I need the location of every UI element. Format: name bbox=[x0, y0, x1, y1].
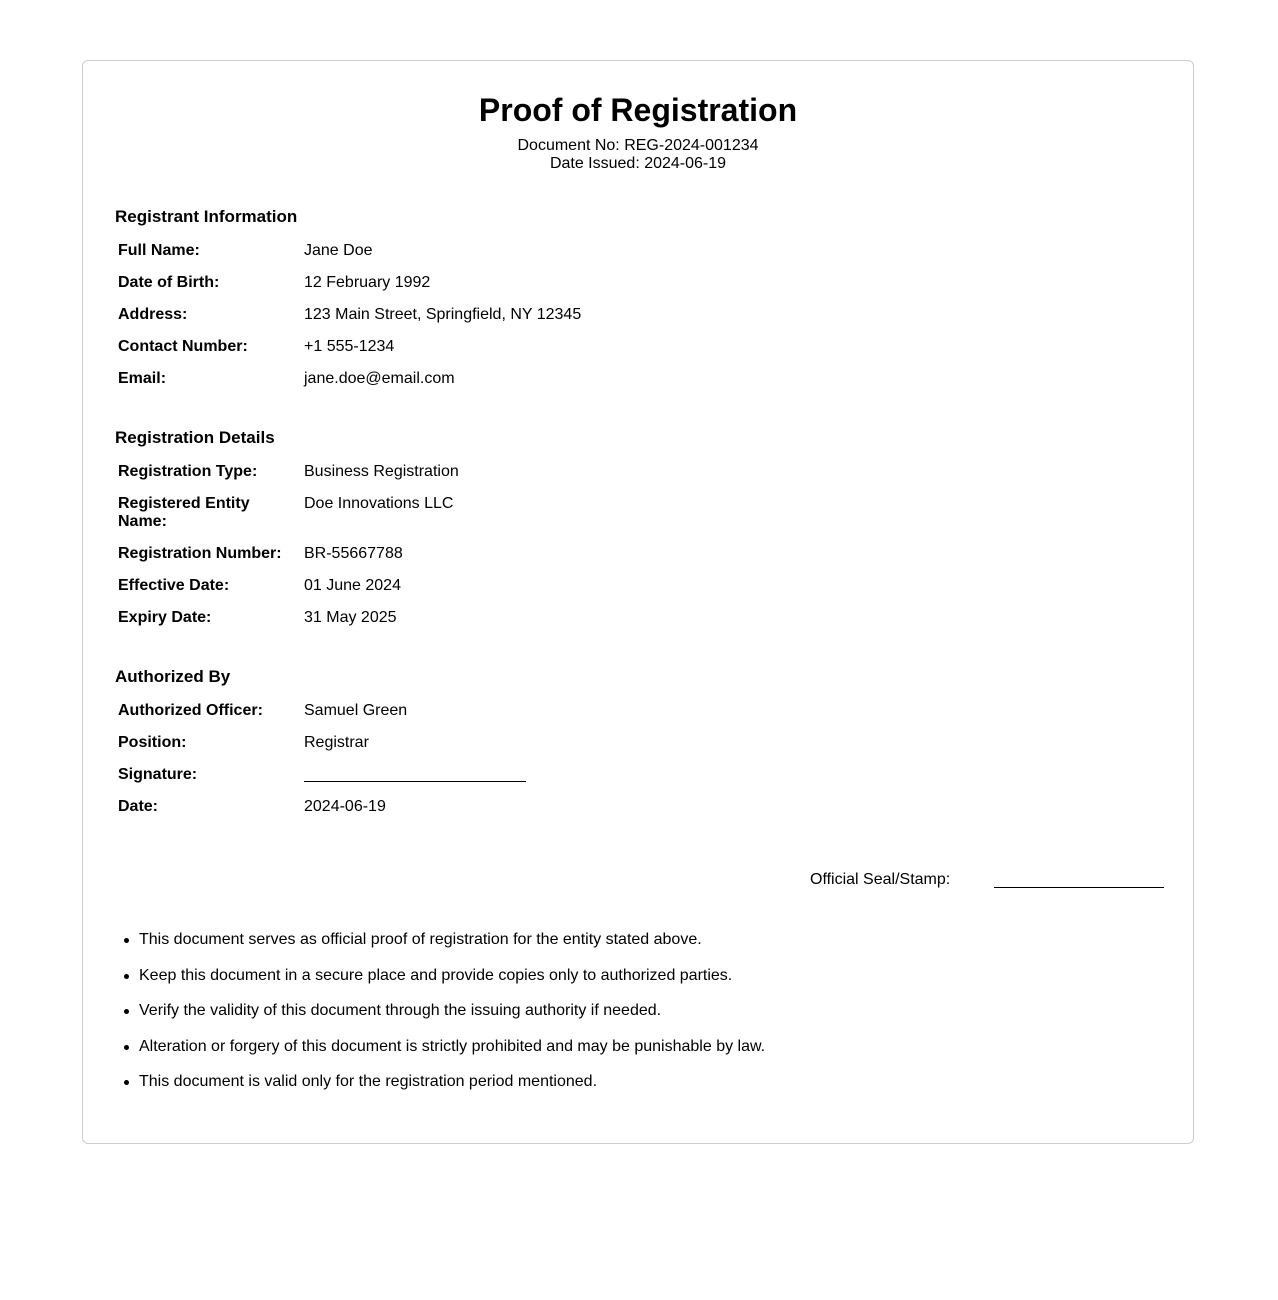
effective-date-label: Effective Date: bbox=[118, 577, 230, 594]
date-of-birth-value: 12 February 1992 bbox=[304, 274, 431, 291]
position-value: Registrar bbox=[304, 734, 369, 751]
note-text: Verify the validity of this document through the issuing authority if needed. bbox=[139, 1002, 662, 1019]
date-issued: Date Issued: 2024-06-19 bbox=[549, 155, 727, 172]
bullet-icon bbox=[124, 1045, 129, 1050]
bullet-icon bbox=[124, 1080, 129, 1085]
full-name-label: Full Name: bbox=[118, 242, 200, 259]
email-label: Email: bbox=[118, 370, 167, 387]
authorized-date-value: 2024-06-19 bbox=[304, 798, 386, 815]
registrant-info-heading: Registrant Information bbox=[115, 207, 298, 226]
registration-number-value: BR-55667788 bbox=[304, 545, 403, 562]
document-notes bbox=[139, 931, 765, 1109]
bullet-icon bbox=[124, 1009, 129, 1014]
authorized-by-heading: Authorized By bbox=[115, 667, 231, 686]
note-text: This document serves as official proof of registration for the entity stated above. bbox=[139, 931, 702, 948]
full-name-value: Jane Doe bbox=[304, 242, 373, 259]
registration-type-label: Registration Type: bbox=[118, 463, 258, 480]
authorized-date-label: Date: bbox=[118, 798, 159, 815]
document-title: Proof of Registration bbox=[478, 92, 798, 128]
effective-date-value: 01 June 2024 bbox=[304, 577, 401, 594]
note-text: This document is valid only for the registration period mentioned. bbox=[139, 1073, 598, 1090]
entity-name-label: Registered Entity Name: bbox=[118, 495, 250, 530]
document-number: Document No: REG-2024-001234 bbox=[517, 137, 759, 154]
note-item bbox=[139, 931, 765, 949]
contact-number-value: +1 555-1234 bbox=[304, 338, 395, 355]
official-seal-label: Official Seal/Stamp: bbox=[810, 871, 951, 888]
position-label: Position: bbox=[118, 734, 187, 751]
registration-details-heading: Registration Details bbox=[115, 428, 275, 447]
email-value: jane.doe@email.com bbox=[304, 370, 455, 387]
note-item bbox=[139, 1038, 765, 1056]
official-seal-line bbox=[994, 887, 1164, 888]
note-item bbox=[139, 967, 765, 985]
signature-line bbox=[304, 781, 526, 782]
registration-type-value: Business Registration bbox=[304, 463, 459, 480]
bullet-icon bbox=[124, 938, 129, 943]
expiry-date-label: Expiry Date: bbox=[118, 609, 212, 626]
registration-document bbox=[82, 60, 1194, 1144]
address-label: Address: bbox=[118, 306, 188, 323]
bullet-icon bbox=[124, 974, 129, 979]
entity-name-value: Doe Innovations LLC bbox=[304, 495, 454, 512]
authorized-officer-value: Samuel Green bbox=[304, 702, 408, 719]
note-item bbox=[139, 1002, 765, 1020]
date-of-birth-label: Date of Birth: bbox=[118, 274, 220, 291]
address-value: 123 Main Street, Springfield, NY 12345 bbox=[304, 306, 582, 323]
note-text: Alteration or forgery of this document is strictly prohibited and may be punishable by law. bbox=[139, 1037, 766, 1055]
signature-label: Signature: bbox=[118, 766, 198, 783]
contact-number-label: Contact Number: bbox=[118, 338, 248, 355]
note-text: Keep this document in a secure place and provide copies only to authorized parties. bbox=[139, 966, 733, 984]
authorized-officer-label: Authorized Officer: bbox=[118, 702, 263, 719]
registration-number-label: Registration Number: bbox=[118, 545, 282, 562]
note-item bbox=[139, 1073, 765, 1091]
expiry-date-value: 31 May 2025 bbox=[304, 609, 397, 626]
